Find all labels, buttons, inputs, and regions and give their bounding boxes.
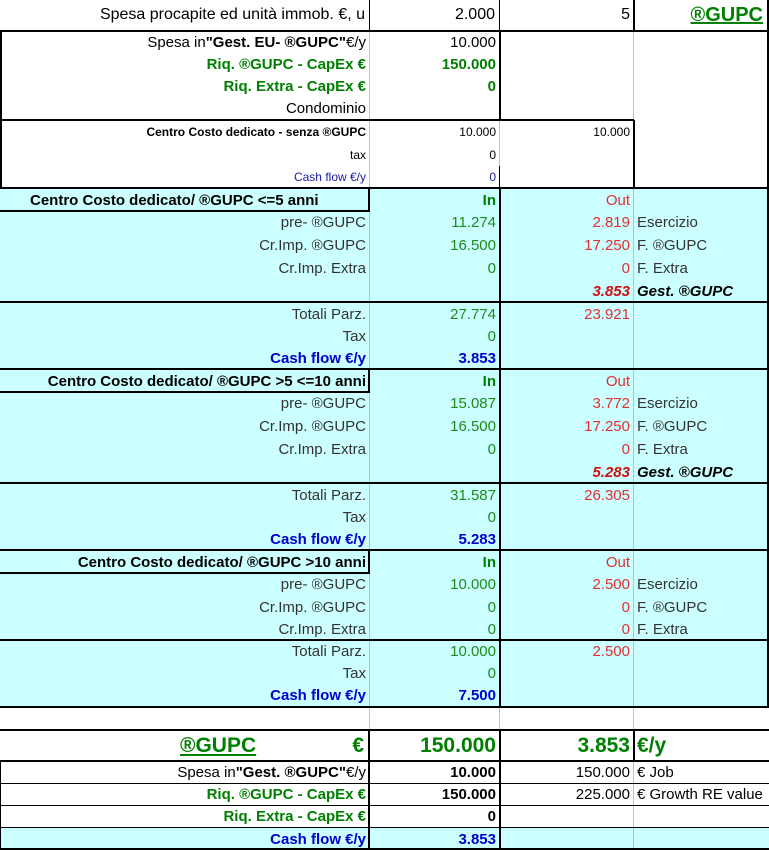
tax-value[interactable]: 0 <box>487 508 496 526</box>
line-label[interactable]: Cr.Imp. Extra <box>278 260 366 277</box>
line-in[interactable]: 0 <box>487 620 496 638</box>
border <box>0 783 769 784</box>
line-label[interactable]: Cr.Imp. Extra <box>278 620 366 638</box>
totals-label[interactable]: Totali Parz. <box>291 305 366 323</box>
cell-value[interactable]: 150.000 <box>575 764 630 781</box>
border <box>0 827 769 828</box>
cash-flow-value[interactable]: 7.500 <box>458 687 496 704</box>
line-label[interactable]: Cr.Imp. Extra <box>278 441 366 458</box>
out-header[interactable]: Out <box>605 553 630 571</box>
row-riq-extra <box>0 75 769 97</box>
summary-brand: ®GUPC <box>180 734 257 757</box>
cell-value[interactable]: 10.000 <box>459 124 496 139</box>
line-note[interactable]: Esercizio <box>637 576 698 593</box>
column-divider <box>369 0 370 850</box>
section-header <box>0 370 769 392</box>
line-out[interactable]: 17.250 <box>584 418 630 435</box>
cell-label[interactable]: Centro Costo dedicato - senza ®GUPC <box>146 124 366 139</box>
row-condominio <box>0 97 769 119</box>
border <box>499 762 501 850</box>
line-note[interactable]: Esercizio <box>637 214 698 231</box>
cell-label[interactable]: Riq. ®GUPC - CapEx € <box>206 786 366 803</box>
border <box>499 31 501 120</box>
line-out[interactable]: 2.819 <box>592 214 630 231</box>
line-in[interactable]: 11.274 <box>451 214 496 231</box>
border <box>368 762 370 850</box>
border <box>368 189 370 211</box>
in-header[interactable]: In <box>482 553 496 571</box>
cell-value[interactable]: 10.000 <box>450 764 496 781</box>
row-cash-flow <box>0 166 769 188</box>
summary-riq-row <box>0 784 769 805</box>
cell-label[interactable]: Riq. ®GUPC - CapEx € <box>206 55 366 73</box>
border <box>499 166 500 188</box>
border <box>499 731 501 761</box>
summary-annual-unit[interactable]: €/y <box>637 734 667 757</box>
border <box>0 762 1 850</box>
line-note[interactable]: F. ®GUPC <box>637 598 708 616</box>
tax-label[interactable]: Tax <box>342 508 366 526</box>
cell-value[interactable]: 225.000 <box>575 786 630 803</box>
border <box>0 639 769 641</box>
in-header[interactable]: In <box>482 372 496 390</box>
border <box>0 760 769 762</box>
cash-flow-label[interactable]: Cash flow €/y <box>270 349 366 367</box>
cell-value[interactable]: 150.000 <box>441 786 496 803</box>
out-header[interactable]: Out <box>605 191 630 209</box>
totals-out[interactable]: 23.921 <box>584 305 630 323</box>
line-out[interactable]: 0 <box>621 260 630 277</box>
border <box>0 30 769 32</box>
border <box>499 189 501 707</box>
line-out[interactable]: 0 <box>621 441 630 458</box>
totals-out[interactable]: 2.500 <box>592 642 630 660</box>
label-bold: "Gest. ®GUPC" <box>235 764 346 781</box>
line-label[interactable]: Cr.Imp. ®GUPC <box>259 598 366 616</box>
out-header[interactable]: Out <box>605 372 630 390</box>
totals-row <box>0 484 769 506</box>
cell-value[interactable]: 0 <box>487 808 496 825</box>
totals-label[interactable]: Totali Parz. <box>291 486 366 504</box>
line-out[interactable]: 0 <box>621 598 630 616</box>
line-out[interactable]: 0 <box>621 620 630 638</box>
border <box>369 0 370 30</box>
section-header <box>0 189 769 211</box>
cell-label[interactable] <box>0 762 370 783</box>
line-note[interactable]: F. Extra <box>637 620 688 638</box>
gest-label[interactable]: Gest. ®GUPC <box>637 463 734 481</box>
border <box>0 301 769 303</box>
cell-label[interactable]: Cash flow €/y <box>293 170 366 184</box>
tax-value[interactable]: 0 <box>487 327 496 345</box>
label-prefix: Spesa in <box>177 764 236 781</box>
cell-label[interactable] <box>0 31 370 53</box>
totals-label[interactable]: Totali Parz. <box>291 642 366 660</box>
cell-value[interactable]: 0 <box>487 77 496 95</box>
cell-value[interactable]: 150.000 <box>441 55 496 73</box>
border <box>0 31 2 120</box>
cash-flow-value[interactable]: 5.283 <box>458 530 496 548</box>
tax-row <box>0 662 769 684</box>
summary-total[interactable]: 150.000 <box>420 734 496 757</box>
totals-out[interactable]: 26.305 <box>584 486 630 504</box>
section-title[interactable]: Centro Costo dedicato/ ®GUPC >5 <=10 anni <box>47 372 366 390</box>
line-note[interactable]: Esercizio <box>637 395 698 412</box>
summary-brand-cell[interactable] <box>0 731 370 761</box>
tax-label[interactable]: Tax <box>342 327 366 345</box>
table-row <box>0 211 769 234</box>
border <box>0 549 769 551</box>
line-note[interactable]: F. ®GUPC <box>637 237 708 254</box>
totals-row <box>0 303 769 325</box>
tax-label[interactable]: Tax <box>342 664 366 682</box>
cash-flow-row <box>0 347 769 369</box>
tax-row <box>0 506 769 528</box>
empty-row <box>0 708 769 730</box>
border <box>0 120 2 189</box>
cell-label[interactable]: tax <box>349 147 366 162</box>
summary-euro: € <box>352 734 364 757</box>
table-row <box>0 573 769 596</box>
line-in[interactable]: 16.500 <box>450 237 496 254</box>
border <box>499 0 500 30</box>
table-row <box>0 392 769 415</box>
gest-row <box>0 461 769 483</box>
border <box>0 805 769 806</box>
summary-extra-row <box>0 806 769 827</box>
label-bold: "Gest. EU- ®GUPC" <box>205 33 346 51</box>
cell-value[interactable]: 0 <box>489 170 496 184</box>
border <box>0 729 769 731</box>
line-note[interactable]: F. Extra <box>637 260 688 277</box>
cell-label[interactable]: Riq. Extra - CapEx € <box>223 77 366 95</box>
brand-gupc[interactable]: ®GUPC <box>690 3 763 26</box>
cell-note[interactable]: € Growth RE value <box>637 786 763 803</box>
border <box>633 0 635 30</box>
cash-flow-label[interactable]: Cash flow €/y <box>270 687 366 704</box>
cell-label[interactable]: Condominio <box>285 99 366 117</box>
cell-value[interactable]: 10.000 <box>593 124 630 139</box>
row-tax <box>0 143 769 166</box>
tax-row <box>0 325 769 347</box>
border <box>633 731 635 761</box>
summary-header <box>0 731 769 761</box>
table-row <box>0 415 769 438</box>
border <box>0 119 634 121</box>
label-suffix: €/y <box>345 33 366 51</box>
border <box>0 391 370 393</box>
cash-flow-value[interactable]: 3.853 <box>458 349 496 367</box>
totals-row <box>0 640 769 662</box>
section-title[interactable]: Centro Costo dedicato/ ®GUPC <=5 anni <box>0 189 370 211</box>
border <box>368 551 370 573</box>
table-row <box>0 438 769 461</box>
line-note[interactable]: F. ®GUPC <box>637 418 708 435</box>
cell-value[interactable]: 10.000 <box>450 33 496 51</box>
line-in[interactable]: 0 <box>487 441 496 458</box>
line-in[interactable]: 10.000 <box>450 576 496 593</box>
border <box>0 706 769 708</box>
line-in[interactable]: 15.087 <box>450 395 496 412</box>
summary-annual[interactable]: 3.853 <box>577 734 630 757</box>
label-suffix: €/y <box>345 764 366 781</box>
line-out[interactable]: 3.772 <box>592 395 630 412</box>
line-label[interactable]: Cr.Imp. ®GUPC <box>259 418 366 435</box>
border <box>0 482 769 484</box>
line-out[interactable]: 17.250 <box>584 237 630 254</box>
summary-spesa-row <box>0 762 769 783</box>
line-label[interactable]: pre- ®GUPC <box>280 214 366 231</box>
table-row <box>0 618 769 640</box>
cash-flow-row <box>0 684 769 707</box>
totals-in[interactable]: 10.000 <box>450 642 496 660</box>
cell-value[interactable]: 0 <box>489 147 496 162</box>
line-label[interactable]: pre- ®GUPC <box>280 395 366 412</box>
line-in[interactable]: 0 <box>487 260 496 277</box>
border <box>0 210 370 212</box>
cash-flow-label[interactable]: Cash flow €/y <box>270 530 366 548</box>
cell-value[interactable]: 5 <box>621 6 630 23</box>
totals-in[interactable]: 27.774 <box>450 305 496 323</box>
line-out[interactable]: 2.500 <box>592 576 630 593</box>
summary-cash-flow-row <box>0 828 769 850</box>
border <box>0 572 370 574</box>
gest-label[interactable]: Gest. ®GUPC <box>637 282 734 300</box>
border <box>0 368 769 370</box>
table-row <box>0 596 769 618</box>
line-in[interactable]: 0 <box>487 598 496 616</box>
row-cost-center <box>0 120 769 143</box>
in-header[interactable]: In <box>482 191 496 209</box>
cell-label[interactable]: Spesa procapite ed unità immob. €, u <box>0 0 370 30</box>
label-prefix: Spesa in <box>147 33 206 51</box>
cell-label[interactable]: Riq. Extra - CapEx € <box>223 808 366 825</box>
cell-note[interactable]: € Job <box>637 764 674 781</box>
line-label[interactable]: Cr.Imp. ®GUPC <box>259 237 366 254</box>
cash-flow-value[interactable]: 3.853 <box>370 828 500 850</box>
section-title[interactable]: Centro Costo dedicato/ ®GUPC >10 anni <box>77 553 366 571</box>
gest-value[interactable]: 3.853 <box>592 282 630 300</box>
gest-row <box>0 280 769 302</box>
border <box>368 731 370 761</box>
border <box>368 370 370 392</box>
cash-flow-row <box>0 528 769 550</box>
line-note[interactable]: F. Extra <box>637 441 688 458</box>
totals-in[interactable]: 31.587 <box>450 486 496 504</box>
gest-value[interactable]: 5.283 <box>592 463 630 481</box>
section-header <box>0 551 769 573</box>
table-row <box>0 234 769 257</box>
row-riq-capex <box>0 53 769 75</box>
table-row <box>0 257 769 280</box>
border <box>0 187 769 189</box>
cash-flow-label[interactable]: Cash flow €/y <box>270 830 366 848</box>
row-spesa-procapite <box>0 0 769 30</box>
cell-value[interactable]: 2.000 <box>370 0 500 30</box>
line-in[interactable]: 16.500 <box>450 418 496 435</box>
tax-value[interactable]: 0 <box>487 664 496 682</box>
row-spesa-gest <box>0 31 769 53</box>
line-label[interactable]: pre- ®GUPC <box>280 576 366 593</box>
border <box>633 120 635 189</box>
